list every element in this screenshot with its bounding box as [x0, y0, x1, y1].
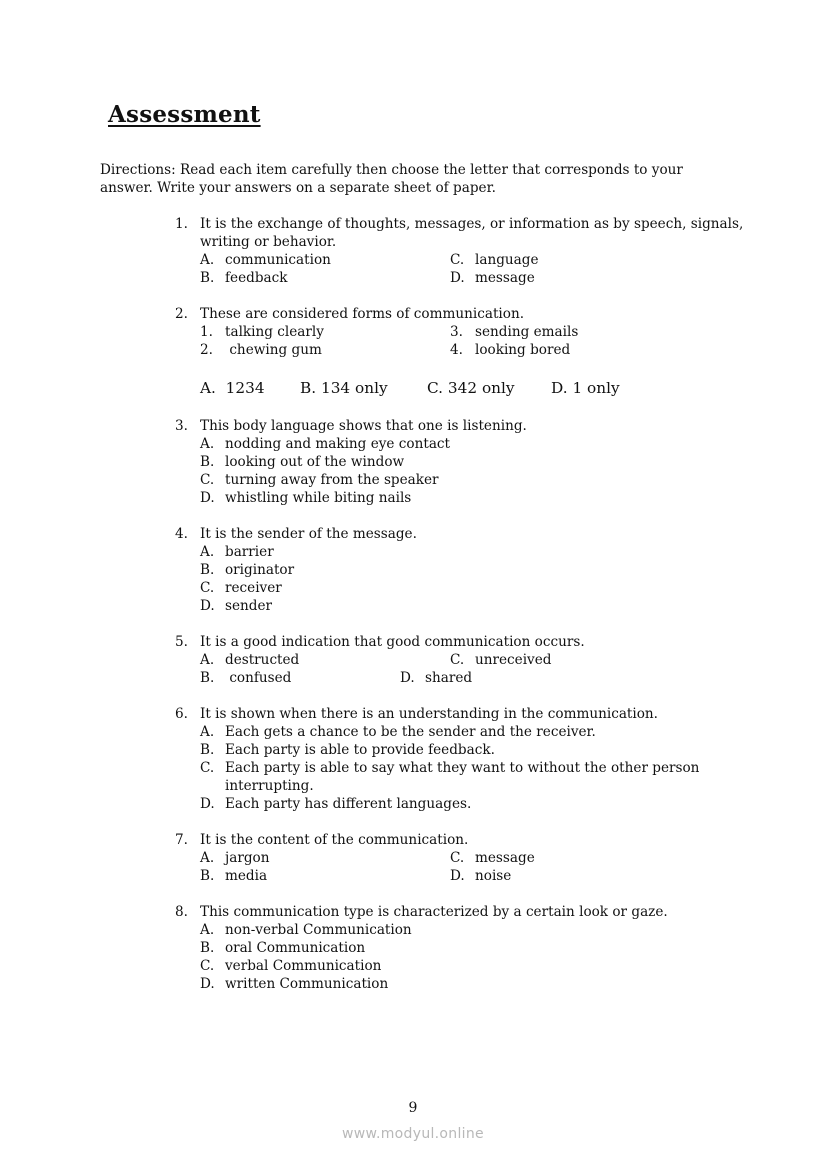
question-text: These are considered forms of communication.: [200, 306, 525, 322]
option: [200, 341, 450, 359]
options: [200, 251, 745, 287]
option: [450, 269, 535, 287]
option-letter: D.: [200, 490, 215, 506]
option: [450, 251, 539, 269]
option: [200, 957, 381, 975]
option: [450, 651, 552, 669]
answer-choices: [200, 377, 745, 397]
option: [200, 579, 282, 597]
option-row: [200, 341, 745, 359]
option-letter: A.: [200, 436, 215, 452]
options: [200, 849, 745, 885]
option-row: [200, 669, 745, 687]
option-letter: 3.: [450, 324, 463, 340]
options: [200, 435, 745, 507]
question-item: [175, 903, 745, 993]
option-letter: B.: [200, 670, 215, 686]
option-text: shared: [425, 670, 473, 686]
question-header: [175, 417, 745, 435]
option-letter: C.: [200, 580, 215, 596]
option-text: jargon: [225, 850, 270, 866]
question-text: It is the sender of the message.: [200, 526, 417, 542]
option-text: whistling while biting nails: [225, 490, 412, 506]
question-number: 1.: [175, 216, 188, 232]
option: [200, 975, 388, 993]
option-text: chewing gum: [225, 342, 322, 358]
option: [200, 849, 450, 867]
option-text: language: [475, 252, 539, 268]
option-text: Each party is able to provide feedback.: [225, 742, 495, 758]
option-text: receiver: [225, 580, 282, 596]
option-row: [200, 651, 745, 669]
option: [200, 269, 450, 287]
option-row: [200, 939, 745, 957]
option-row: [200, 795, 745, 813]
question-item: [175, 305, 745, 397]
option-letter: D.: [450, 270, 465, 286]
option-text: verbal Communication: [225, 958, 382, 974]
option-letter: B.: [200, 868, 215, 884]
option-letter: C.: [200, 958, 215, 974]
answer-choice: C. 342 only: [427, 379, 515, 397]
page-number: 9: [408, 1100, 418, 1116]
option-letter: D.: [200, 598, 215, 614]
question-item: [175, 417, 745, 507]
option-letter: C.: [200, 472, 215, 488]
option: [200, 251, 450, 269]
answer-choice: A. 1234: [200, 379, 265, 397]
option: [450, 323, 578, 341]
option: [400, 669, 472, 687]
option-letter: B.: [200, 742, 215, 758]
question-number: 3.: [175, 418, 188, 434]
option: [200, 489, 411, 507]
option-row: [200, 543, 745, 561]
question-header: [175, 215, 745, 251]
option-letter: B.: [200, 270, 215, 286]
option-letter: A.: [200, 544, 215, 560]
question-text: It is the content of the communication.: [200, 832, 469, 848]
option-text: noise: [475, 868, 512, 884]
option-letter: A.: [200, 922, 215, 938]
option-text: non-verbal Communication: [225, 922, 412, 938]
question-number: 4.: [175, 526, 188, 542]
option-letter: A.: [200, 850, 215, 866]
option: [450, 849, 535, 867]
question-text: This communication type is characterized by a certain look or gaze.: [200, 904, 668, 920]
option-row: [200, 867, 745, 885]
question-item: [175, 215, 745, 287]
option-letter: D.: [400, 670, 415, 686]
option-text: talking clearly: [225, 324, 324, 340]
question-text: It is the exchange of thoughts, messages, or information as by speech, signals, writing or behavior.: [200, 216, 744, 250]
option: [200, 561, 294, 579]
question-number: 7.: [175, 832, 188, 848]
option-text: message: [475, 850, 535, 866]
option-letter: A.: [200, 252, 215, 268]
question-item: [175, 705, 745, 813]
option-text: Each party is able to say what they want to without the other person interrupting.: [225, 760, 700, 794]
option-letter: A.: [200, 652, 215, 668]
question-header: [175, 305, 745, 323]
question-header: [175, 633, 745, 651]
option-text: media: [225, 868, 268, 884]
option: [200, 323, 450, 341]
option-row: [200, 561, 745, 579]
answer-choice: D. 1 only: [551, 379, 620, 397]
option-letter: 4.: [450, 342, 463, 358]
option: [450, 341, 570, 359]
option-letter: C.: [200, 760, 215, 776]
question-header: [175, 525, 745, 543]
watermark: www.modyul.online: [342, 1126, 484, 1142]
option-row: [200, 269, 745, 287]
option-letter: B.: [200, 562, 215, 578]
option: [200, 471, 439, 489]
option-letter: C.: [450, 652, 465, 668]
option-text: nodding and making eye contact: [225, 436, 450, 452]
question-text: It is a good indication that good communication occurs.: [200, 634, 585, 650]
option-text: turning away from the speaker: [225, 472, 439, 488]
option: [200, 453, 404, 471]
option-text: destructed: [225, 652, 300, 668]
options: [200, 543, 745, 615]
option-row: [200, 921, 745, 939]
question-number: 6.: [175, 706, 188, 722]
option-row: [200, 489, 745, 507]
directions: Directions: Read each item carefully then choose the letter that corresponds to your answer. Write your answers on a separate sheet of paper.: [100, 162, 683, 196]
option-letter: B.: [200, 940, 215, 956]
option-text: message: [475, 270, 535, 286]
option-row: [200, 723, 745, 741]
options: [200, 323, 745, 359]
option-letter: D.: [200, 796, 215, 812]
option-text: originator: [225, 562, 295, 578]
option: [200, 795, 471, 813]
option: [200, 597, 272, 615]
option: [200, 921, 412, 939]
options: [200, 723, 745, 813]
options: [200, 921, 745, 993]
option-text: barrier: [225, 544, 274, 560]
option: [200, 867, 450, 885]
option-row: [200, 957, 745, 975]
option-text: sending emails: [475, 324, 579, 340]
option-text: written Communication: [225, 976, 389, 992]
option-row: [200, 597, 745, 615]
question-number: 2.: [175, 306, 188, 322]
option-row: [200, 759, 745, 795]
option: [200, 723, 596, 741]
question-header: [175, 831, 745, 849]
option-text: looking out of the window: [225, 454, 405, 470]
question-text: It is shown when there is an understanding in the communication.: [200, 706, 658, 722]
option-row: [200, 251, 745, 269]
option: [450, 867, 511, 885]
option-row: [200, 471, 745, 489]
question-header: [175, 903, 745, 921]
option-text: communication: [225, 252, 331, 268]
option: [200, 543, 274, 561]
option-letter: C.: [450, 252, 465, 268]
option-text: looking bored: [475, 342, 571, 358]
option: [200, 435, 450, 453]
option-letter: A.: [200, 724, 215, 740]
option-text: feedback: [225, 270, 288, 286]
option-letter: B.: [200, 454, 215, 470]
option-letter: 1.: [200, 324, 213, 340]
question-number: 8.: [175, 904, 188, 920]
option: [200, 759, 745, 795]
option-row: [200, 849, 745, 867]
option-letter: C.: [450, 850, 465, 866]
answer-choice: B. 134 only: [300, 379, 388, 397]
page-title: Assessment: [108, 101, 261, 128]
options: [200, 651, 745, 687]
question-item: [175, 525, 745, 615]
option-row: [200, 975, 745, 993]
question-text: This body language shows that one is listening.: [200, 418, 527, 434]
option-text: confused: [225, 670, 292, 686]
option-text: sender: [225, 598, 273, 614]
option-text: oral Communication: [225, 940, 366, 956]
option: [200, 651, 450, 669]
option-row: [200, 435, 745, 453]
option-letter: 2.: [200, 342, 213, 358]
question-item: [175, 831, 745, 885]
question-header: [175, 705, 745, 723]
option-text: Each party has different languages.: [225, 796, 472, 812]
question-item: [175, 633, 745, 687]
option: [200, 939, 365, 957]
option-row: [200, 741, 745, 759]
option-row: [200, 579, 745, 597]
option: [200, 741, 495, 759]
question-list: [175, 215, 745, 1011]
option-text: Each gets a chance to be the sender and the receiver.: [225, 724, 596, 740]
option-row: [200, 323, 745, 341]
question-number: 5.: [175, 634, 188, 650]
option-letter: D.: [450, 868, 465, 884]
option-letter: D.: [200, 976, 215, 992]
option-row: [200, 453, 745, 471]
option-text: unreceived: [475, 652, 552, 668]
option: [200, 669, 400, 687]
